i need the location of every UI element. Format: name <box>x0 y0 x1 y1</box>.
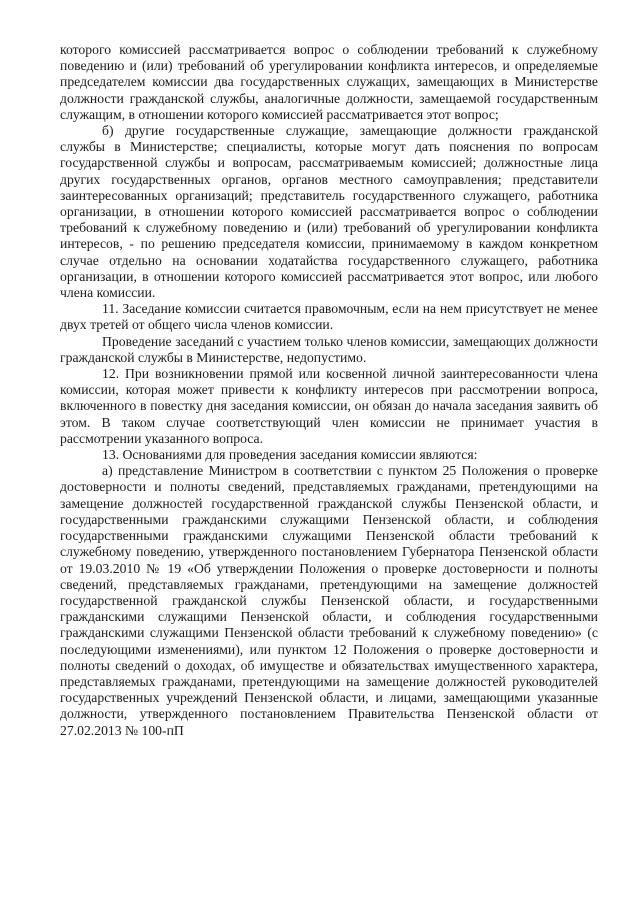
paragraph-item-b: б) другие государственные служащие, замещающие должности гражданской службы в Министерстве; специалисты, которые могут дать пояснения по вопросам государственной службы и вопросам, рассматриваемым комиссией; должностные лица других государственных органов, органов местного самоуправления; представители заинтересованных организаций; представитель государственного служащего, работника организации, в отношении которого комиссией рассматривается вопрос о соблюдении требований к служебному поведению и (или) требований об урегулировании конфликта интересов, - по решению председателя комиссии, принимаемому в каждом конкретном случае отдельно на основании ходатайства государственного служащего, работника организации, в отношении которого комиссией рассматривается этот вопрос, или любого члена комиссии. <box>60 123 598 301</box>
paragraph-meetings-rule: Проведение заседаний с участием только членов комиссии, замещающих должности гражданской службы в Министерстве, недопустимо. <box>60 333 598 365</box>
document-page <box>60 42 598 739</box>
paragraph-item-a: а) представление Министром в соответствии с пунктом 25 Положения о проверке достоверности и полноты сведений, представляемых гражданами, претендующими на замещение должностей государственной гражданской службы Пензенской области, и государственными гражданскими служащими Пензенской области, и соблюдения государственными гражданскими служащими Пензенской области требований к служебному поведению, утвержденного постановлением Губернатора Пензенской области от 19.03.2010 № 19 «Об утверждении Положения о проверке достоверности и полноты сведений, представляемых гражданами, претендующими на замещение должностей государственной гражданской службы Пензенской области, и государственными гражданскими служащими Пензенской области, и соблюдения государственными гражданскими служащими Пензенской области требований к служебному поведению» (с последующими изменениями), или пунктом 12 Положения о проверке достоверности и полноты сведений о доходах, об имуществе и обязательствах имущественного характера, представляемых гражданами, претендующими на замещение должностей руководителей государственных учреждений Пензенской области, и лицами, замещающими указанные должности, утвержденного постановлением Правительства Пензенской области от 27.02.2013 № 100-пП <box>60 463 598 738</box>
paragraph-clause-12: 12. При возникновении прямой или косвенной личной заинтересованности члена комиссии, которая может привести к конфликту интересов при рассмотрении вопроса, включенного в повестку дня заседания комиссии, он обязан до начала заседания заявить об этом. В таком случае соответствующий член комиссии не принимает участия в рассмотрении указанного вопроса. <box>60 366 598 446</box>
paragraph-clause-13: 13. Основаниями для проведения заседания комиссии являются: <box>102 447 478 463</box>
paragraph-continuation: которого комиссией рассматривается вопрос о соблюдении требований к служебному поведению и (или) требований об урегулировании конфликта интересов, и определяемые председателем комиссии два государственных служащих, замещающих в Министерстве должности гражданской службы, аналогичные должности, замещаемой государственным служащим, в отношении которого комиссией рассматривается этот вопрос; <box>60 42 598 122</box>
paragraph-clause-11: 11. Заседание комиссии считается правомочным, если на нем присутствует не менее двух третей от общего числа членов комиссии. <box>60 301 598 333</box>
